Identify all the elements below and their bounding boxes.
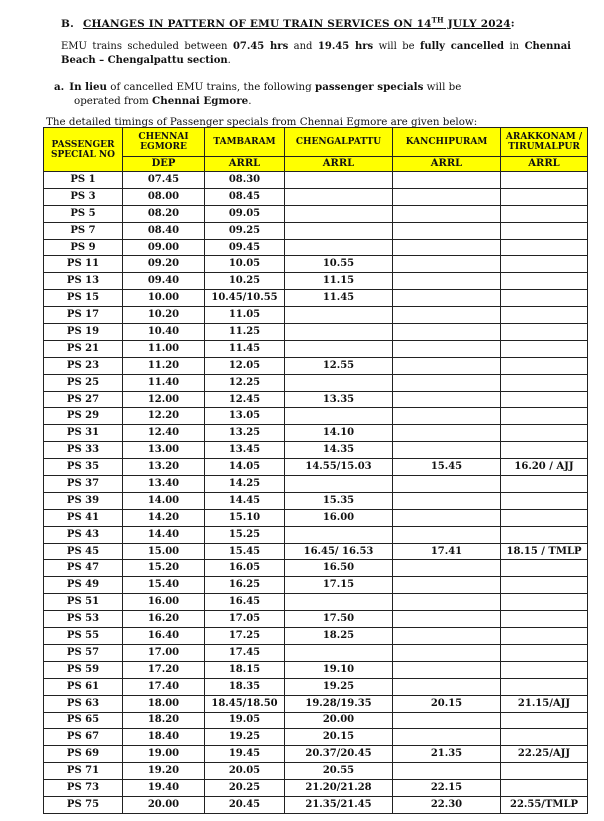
arakkonam-arr-cell [501, 273, 588, 290]
kanchipuram-arr-cell [393, 205, 501, 222]
egmore-dep-cell: 16.20 [123, 611, 205, 628]
egmore-dep-cell: 15.40 [123, 577, 205, 594]
table-row [44, 628, 588, 645]
section-heading: B. CHANGES IN PATTERN OF EMU TRAIN SERVICES ON 14TH JULY 2024: [61, 15, 515, 30]
egmore-dep-cell: 13.00 [123, 442, 205, 459]
tambaram-arr-cell: 18.15 [205, 661, 285, 678]
egmore-dep-cell: 09.00 [123, 239, 205, 256]
arakkonam-arr-cell [501, 560, 588, 577]
egmore-dep-cell: 17.40 [123, 678, 205, 695]
arakkonam-arr-cell [501, 509, 588, 526]
egmore-dep-cell: 20.00 [123, 796, 205, 813]
chengalpattu-arr-cell: 13.35 [285, 391, 393, 408]
tambaram-arr-cell: 08.45 [205, 188, 285, 205]
tambaram-arr-cell: 12.05 [205, 357, 285, 374]
kanchipuram-arr-cell [393, 661, 501, 678]
table-row [44, 408, 588, 425]
kanchipuram-arr-cell [393, 374, 501, 391]
chengalpattu-arr-cell: 17.50 [285, 611, 393, 628]
table-row [44, 290, 588, 307]
egmore-dep-cell: 12.00 [123, 391, 205, 408]
chengalpattu-arr-cell [285, 476, 393, 493]
kanchipuram-arr-cell [393, 611, 501, 628]
egmore-dep-cell: 12.20 [123, 408, 205, 425]
table-row [44, 543, 588, 560]
arakkonam-arr-cell [501, 644, 588, 661]
kanchipuram-arr-cell [393, 560, 501, 577]
egmore-dep-cell: 18.00 [123, 695, 205, 712]
egmore-dep-cell: 09.20 [123, 256, 205, 273]
arakkonam-arr-cell [501, 188, 588, 205]
kanchipuram-arr-cell [393, 678, 501, 695]
train-no-cell: PS 71 [44, 763, 123, 780]
chengalpattu-arr-cell [285, 374, 393, 391]
train-no-cell: PS 73 [44, 780, 123, 797]
tambaram-arr-cell: 20.25 [205, 780, 285, 797]
train-no-cell: PS 59 [44, 661, 123, 678]
kanchipuram-arr-cell [393, 340, 501, 357]
section-number: B. [61, 17, 74, 30]
chengalpattu-arr-cell: 17.15 [285, 577, 393, 594]
train-no-cell: PS 51 [44, 594, 123, 611]
arakkonam-arr-cell [501, 577, 588, 594]
kanchipuram-arr-cell: 22.15 [393, 780, 501, 797]
train-no-cell: PS 13 [44, 273, 123, 290]
train-no-cell: PS 11 [44, 256, 123, 273]
tambaram-arr-cell: 08.30 [205, 172, 285, 189]
egmore-dep-cell: 10.00 [123, 290, 205, 307]
kanchipuram-arr-cell [393, 256, 501, 273]
header-kanchipuram: KANCHIPURAM [393, 128, 501, 157]
chengalpattu-arr-cell: 20.15 [285, 729, 393, 746]
timings-table [43, 127, 588, 814]
table-row [44, 273, 588, 290]
tambaram-arr-cell: 11.45 [205, 340, 285, 357]
header-tambaram: TAMBARAM [205, 128, 285, 157]
tambaram-arr-cell: 19.45 [205, 746, 285, 763]
table-row [44, 746, 588, 763]
arakkonam-arr-cell: 21.15/AJJ [501, 695, 588, 712]
kanchipuram-arr-cell [393, 290, 501, 307]
arakkonam-arr-cell [501, 729, 588, 746]
chengalpattu-arr-cell: 20.55 [285, 763, 393, 780]
tambaram-arr-cell: 14.25 [205, 476, 285, 493]
train-no-cell: PS 7 [44, 222, 123, 239]
train-no-cell: PS 29 [44, 408, 123, 425]
train-no-cell: PS 69 [44, 746, 123, 763]
train-no-cell: PS 57 [44, 644, 123, 661]
chengalpattu-arr-cell: 20.00 [285, 712, 393, 729]
chengalpattu-arr-cell: 11.45 [285, 290, 393, 307]
kanchipuram-arr-cell [393, 594, 501, 611]
chengalpattu-arr-cell: 16.45/ 16.53 [285, 543, 393, 560]
tambaram-arr-cell: 20.45 [205, 796, 285, 813]
train-no-cell: PS 61 [44, 678, 123, 695]
train-no-cell: PS 9 [44, 239, 123, 256]
tambaram-arr-cell: 15.45 [205, 543, 285, 560]
train-no-cell: PS 1 [44, 172, 123, 189]
tambaram-arr-cell: 16.45 [205, 594, 285, 611]
arakkonam-arr-cell [501, 324, 588, 341]
table-row [44, 222, 588, 239]
tambaram-arr-cell: 18.35 [205, 678, 285, 695]
kanchipuram-arr-cell: 22.30 [393, 796, 501, 813]
kanchipuram-arr-cell: 17.41 [393, 543, 501, 560]
table-row [44, 661, 588, 678]
tambaram-arr-cell: 09.05 [205, 205, 285, 222]
chengalpattu-arr-cell [285, 307, 393, 324]
arakkonam-arr-cell: 22.25/AJJ [501, 746, 588, 763]
tambaram-arr-cell: 20.05 [205, 763, 285, 780]
egmore-dep-cell: 08.00 [123, 188, 205, 205]
table-row [44, 425, 588, 442]
egmore-dep-cell: 16.40 [123, 628, 205, 645]
tambaram-arr-cell: 13.25 [205, 425, 285, 442]
table-row [44, 594, 588, 611]
chengalpattu-arr-cell: 21.20/21.28 [285, 780, 393, 797]
chengalpattu-arr-cell: 16.50 [285, 560, 393, 577]
chengalpattu-arr-cell: 10.55 [285, 256, 393, 273]
subheader-arrl: ARRL [205, 157, 285, 172]
subheader-arrl: ARRL [393, 157, 501, 172]
arakkonam-arr-cell [501, 780, 588, 797]
tambaram-arr-cell: 17.25 [205, 628, 285, 645]
egmore-dep-cell: 07.45 [123, 172, 205, 189]
arakkonam-arr-cell [501, 492, 588, 509]
arakkonam-arr-cell [501, 611, 588, 628]
egmore-dep-cell: 09.40 [123, 273, 205, 290]
arakkonam-arr-cell [501, 374, 588, 391]
kanchipuram-arr-cell [393, 391, 501, 408]
chengalpattu-arr-cell: 18.25 [285, 628, 393, 645]
kanchipuram-arr-cell [393, 307, 501, 324]
table-row [44, 340, 588, 357]
train-no-cell: PS 75 [44, 796, 123, 813]
egmore-dep-cell: 12.40 [123, 425, 205, 442]
egmore-dep-cell: 15.00 [123, 543, 205, 560]
train-no-cell: PS 5 [44, 205, 123, 222]
train-no-cell: PS 67 [44, 729, 123, 746]
subheader-dep: DEP [123, 157, 205, 172]
egmore-dep-cell: 19.20 [123, 763, 205, 780]
table-row [44, 256, 588, 273]
table-row [44, 459, 588, 476]
egmore-dep-cell: 18.20 [123, 712, 205, 729]
arakkonam-arr-cell: 18.15 / TMLP [501, 543, 588, 560]
train-no-cell: PS 19 [44, 324, 123, 341]
kanchipuram-arr-cell [393, 526, 501, 543]
tambaram-arr-cell: 10.05 [205, 256, 285, 273]
table-row [44, 476, 588, 493]
arakkonam-arr-cell [501, 239, 588, 256]
arakkonam-arr-cell [501, 340, 588, 357]
chengalpattu-arr-cell [285, 644, 393, 661]
kanchipuram-arr-cell [393, 492, 501, 509]
egmore-dep-cell: 17.20 [123, 661, 205, 678]
train-no-cell: PS 27 [44, 391, 123, 408]
table-row [44, 644, 588, 661]
train-no-cell: PS 49 [44, 577, 123, 594]
header-passenger-special-no: PASSENGER SPECIAL NO [44, 128, 123, 172]
egmore-dep-cell: 14.00 [123, 492, 205, 509]
train-no-cell: PS 53 [44, 611, 123, 628]
egmore-dep-cell: 14.40 [123, 526, 205, 543]
tambaram-arr-cell: 18.45/18.50 [205, 695, 285, 712]
tambaram-arr-cell: 09.25 [205, 222, 285, 239]
train-no-cell: PS 39 [44, 492, 123, 509]
arakkonam-arr-cell [501, 661, 588, 678]
egmore-dep-cell: 11.00 [123, 340, 205, 357]
tambaram-arr-cell: 15.25 [205, 526, 285, 543]
chengalpattu-arr-cell [285, 188, 393, 205]
subheader-arrl: ARRL [501, 157, 588, 172]
chengalpattu-arr-cell: 19.28/19.35 [285, 695, 393, 712]
chengalpattu-arr-cell [285, 526, 393, 543]
table-intro: The detailed timings of Passenger specials from Chennai Egmore are given below: [46, 116, 478, 128]
table-row [44, 357, 588, 374]
arakkonam-arr-cell [501, 222, 588, 239]
kanchipuram-arr-cell [393, 763, 501, 780]
table-row [44, 678, 588, 695]
egmore-dep-cell: 11.40 [123, 374, 205, 391]
train-no-cell: PS 47 [44, 560, 123, 577]
chengalpattu-arr-cell: 20.37/20.45 [285, 746, 393, 763]
table-row [44, 492, 588, 509]
arakkonam-arr-cell: 22.55/TMLP [501, 796, 588, 813]
arakkonam-arr-cell [501, 442, 588, 459]
kanchipuram-arr-cell [393, 577, 501, 594]
arakkonam-arr-cell [501, 476, 588, 493]
tambaram-arr-cell: 11.25 [205, 324, 285, 341]
chengalpattu-arr-cell: 15.35 [285, 492, 393, 509]
tambaram-arr-cell: 09.45 [205, 239, 285, 256]
kanchipuram-arr-cell [393, 628, 501, 645]
arakkonam-arr-cell [501, 425, 588, 442]
egmore-dep-cell: 18.40 [123, 729, 205, 746]
table-row [44, 324, 588, 341]
arakkonam-arr-cell [501, 290, 588, 307]
train-no-cell: PS 41 [44, 509, 123, 526]
chengalpattu-arr-cell: 19.10 [285, 661, 393, 678]
kanchipuram-arr-cell [393, 188, 501, 205]
kanchipuram-arr-cell: 15.45 [393, 459, 501, 476]
egmore-dep-cell: 10.40 [123, 324, 205, 341]
tambaram-arr-cell: 13.05 [205, 408, 285, 425]
egmore-dep-cell: 08.20 [123, 205, 205, 222]
train-no-cell: PS 3 [44, 188, 123, 205]
arakkonam-arr-cell [501, 357, 588, 374]
chengalpattu-arr-cell: 19.25 [285, 678, 393, 695]
arakkonam-arr-cell [501, 594, 588, 611]
train-no-cell: PS 45 [44, 543, 123, 560]
kanchipuram-arr-cell [393, 273, 501, 290]
arakkonam-arr-cell [501, 256, 588, 273]
table-row [44, 205, 588, 222]
chengalpattu-arr-cell [285, 594, 393, 611]
tambaram-arr-cell: 16.25 [205, 577, 285, 594]
table-row [44, 611, 588, 628]
egmore-dep-cell: 17.00 [123, 644, 205, 661]
chengalpattu-arr-cell: 14.10 [285, 425, 393, 442]
train-no-cell: PS 55 [44, 628, 123, 645]
kanchipuram-arr-cell [393, 509, 501, 526]
egmore-dep-cell: 10.20 [123, 307, 205, 324]
arakkonam-arr-cell: 16.20 / AJJ [501, 459, 588, 476]
train-no-cell: PS 21 [44, 340, 123, 357]
chengalpattu-arr-cell [285, 239, 393, 256]
table-row [44, 695, 588, 712]
subheader-arrl: ARRL [285, 157, 393, 172]
egmore-dep-cell: 15.20 [123, 560, 205, 577]
kanchipuram-arr-cell: 21.35 [393, 746, 501, 763]
table-row [44, 307, 588, 324]
table-row [44, 577, 588, 594]
chengalpattu-arr-cell [285, 205, 393, 222]
chengalpattu-arr-cell: 14.35 [285, 442, 393, 459]
table-row [44, 712, 588, 729]
train-no-cell: PS 35 [44, 459, 123, 476]
arakkonam-arr-cell [501, 391, 588, 408]
arakkonam-arr-cell [501, 678, 588, 695]
chengalpattu-arr-cell [285, 408, 393, 425]
train-no-cell: PS 25 [44, 374, 123, 391]
table-row [44, 526, 588, 543]
arakkonam-arr-cell [501, 712, 588, 729]
header-chengalpattu: CHENGALPATTU [285, 128, 393, 157]
kanchipuram-arr-cell [393, 324, 501, 341]
train-no-cell: PS 33 [44, 442, 123, 459]
chengalpattu-arr-cell: 21.35/21.45 [285, 796, 393, 813]
tambaram-arr-cell: 17.05 [205, 611, 285, 628]
kanchipuram-arr-cell [393, 712, 501, 729]
kanchipuram-arr-cell [393, 425, 501, 442]
train-no-cell: PS 31 [44, 425, 123, 442]
header-chennai-egmore: CHENNAI EGMORE [123, 128, 205, 157]
egmore-dep-cell: 16.00 [123, 594, 205, 611]
table-row [44, 442, 588, 459]
tambaram-arr-cell: 17.45 [205, 644, 285, 661]
specials-paragraph: a. In lieu of cancelled EMU trains, the following passenger specials will be operated from Chennai Egmore. [54, 81, 462, 107]
table-row [44, 560, 588, 577]
tambaram-arr-cell: 12.45 [205, 391, 285, 408]
table-row [44, 509, 588, 526]
egmore-dep-cell: 13.40 [123, 476, 205, 493]
egmore-dep-cell: 11.20 [123, 357, 205, 374]
table-row [44, 729, 588, 746]
tambaram-arr-cell: 15.10 [205, 509, 285, 526]
train-no-cell: PS 17 [44, 307, 123, 324]
table-row [44, 172, 588, 189]
egmore-dep-cell: 19.00 [123, 746, 205, 763]
kanchipuram-arr-cell [393, 729, 501, 746]
section-title: CHANGES IN PATTERN OF EMU TRAIN SERVICES ON 14TH JULY 2024 [82, 15, 511, 30]
tambaram-arr-cell: 11.05 [205, 307, 285, 324]
chengalpattu-arr-cell [285, 222, 393, 239]
arakkonam-arr-cell [501, 526, 588, 543]
chengalpattu-arr-cell [285, 340, 393, 357]
chengalpattu-arr-cell: 16.00 [285, 509, 393, 526]
tambaram-arr-cell: 14.05 [205, 459, 285, 476]
kanchipuram-arr-cell [393, 442, 501, 459]
kanchipuram-arr-cell [393, 644, 501, 661]
tambaram-arr-cell: 16.05 [205, 560, 285, 577]
chengalpattu-arr-cell [285, 324, 393, 341]
tambaram-arr-cell: 13.45 [205, 442, 285, 459]
train-no-cell: PS 23 [44, 357, 123, 374]
arakkonam-arr-cell [501, 408, 588, 425]
table-row [44, 780, 588, 797]
table-row [44, 188, 588, 205]
tambaram-arr-cell: 19.25 [205, 729, 285, 746]
chengalpattu-arr-cell: 14.55/15.03 [285, 459, 393, 476]
egmore-dep-cell: 19.40 [123, 780, 205, 797]
kanchipuram-arr-cell: 20.15 [393, 695, 501, 712]
table-row [44, 763, 588, 780]
arakkonam-arr-cell [501, 628, 588, 645]
tambaram-arr-cell: 14.45 [205, 492, 285, 509]
table-row [44, 239, 588, 256]
arakkonam-arr-cell [501, 307, 588, 324]
egmore-dep-cell: 14.20 [123, 509, 205, 526]
kanchipuram-arr-cell [393, 222, 501, 239]
table-row [44, 374, 588, 391]
train-no-cell: PS 15 [44, 290, 123, 307]
egmore-dep-cell: 13.20 [123, 459, 205, 476]
tambaram-arr-cell: 10.25 [205, 273, 285, 290]
table-row [44, 391, 588, 408]
arakkonam-arr-cell [501, 172, 588, 189]
header-arakkonam-tirumalpur: ARAKKONAM / TIRUMALPUR [501, 128, 588, 157]
train-no-cell: PS 65 [44, 712, 123, 729]
chengalpattu-arr-cell [285, 172, 393, 189]
arakkonam-arr-cell [501, 763, 588, 780]
tambaram-arr-cell: 19.05 [205, 712, 285, 729]
arakkonam-arr-cell [501, 205, 588, 222]
table-row [44, 796, 588, 813]
tambaram-arr-cell: 10.45/10.55 [205, 290, 285, 307]
train-no-cell: PS 43 [44, 526, 123, 543]
train-no-cell: PS 37 [44, 476, 123, 493]
train-no-cell: PS 63 [44, 695, 123, 712]
kanchipuram-arr-cell [393, 476, 501, 493]
cancellation-paragraph: EMU trains scheduled between 07.45 hrs and 19.45 hrs will be fully cancelled in Chennai Beach – Chengalpattu section. [61, 41, 571, 66]
kanchipuram-arr-cell [393, 239, 501, 256]
kanchipuram-arr-cell [393, 172, 501, 189]
kanchipuram-arr-cell [393, 357, 501, 374]
chengalpattu-arr-cell: 11.15 [285, 273, 393, 290]
egmore-dep-cell: 08.40 [123, 222, 205, 239]
chengalpattu-arr-cell: 12.55 [285, 357, 393, 374]
tambaram-arr-cell: 12.25 [205, 374, 285, 391]
table-body [44, 172, 588, 814]
kanchipuram-arr-cell [393, 408, 501, 425]
